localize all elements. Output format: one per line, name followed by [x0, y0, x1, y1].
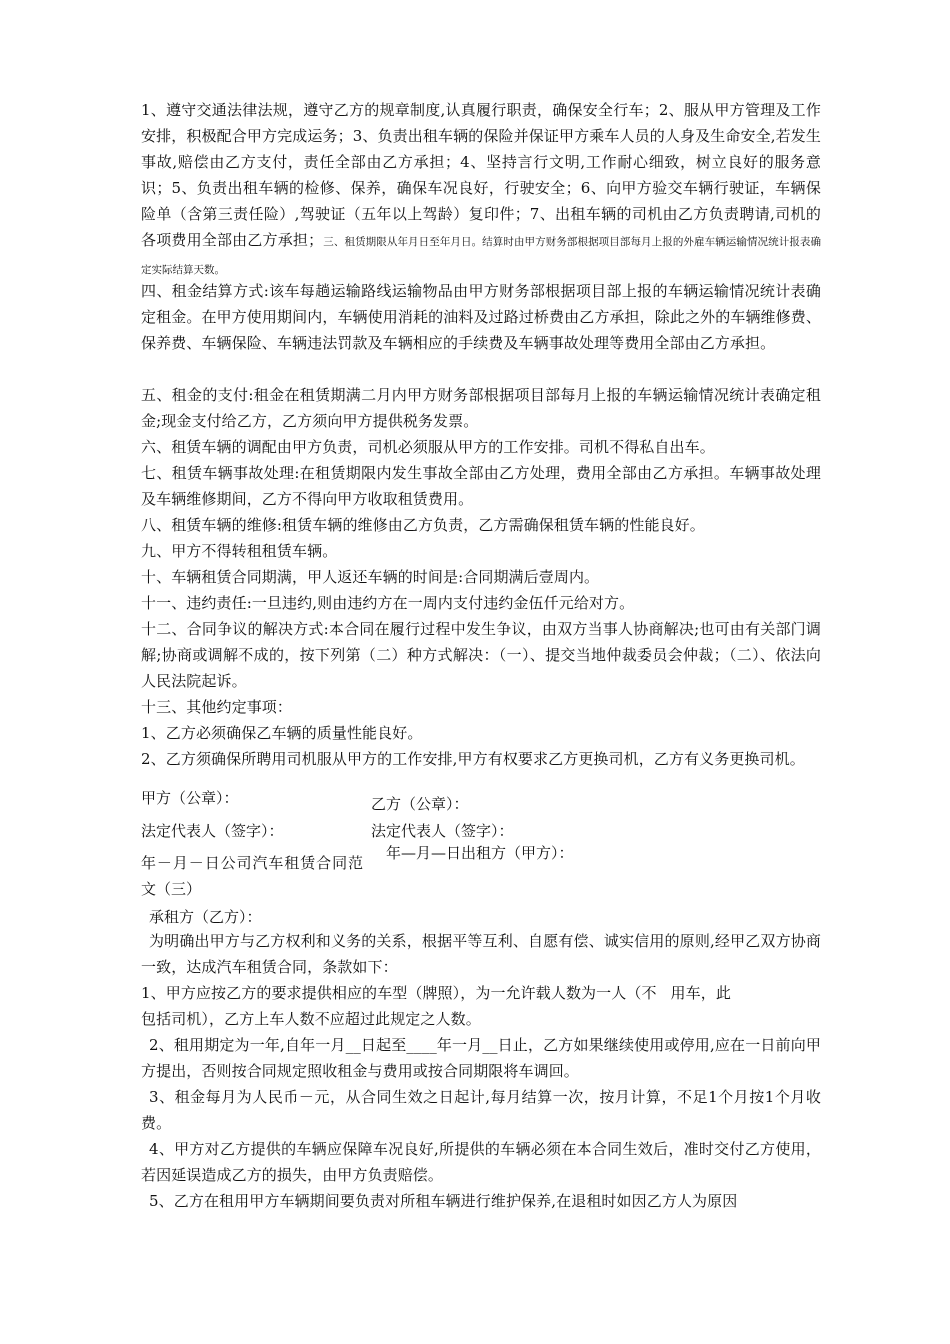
clause-c5: 5、乙方在租用甲方车辆期间要负责对所租车辆进行维护保养,在退租时如因乙方人为原因	[149, 1192, 738, 1210]
party-b-seal: 乙方（公章）：	[371, 795, 469, 813]
clause-c1-line-1	[141, 980, 821, 1006]
lessee-label: 承租方（乙方）：	[149, 908, 262, 926]
clause-obligations	[141, 97, 821, 283]
clause-obligations-text: 1、遵守交通法律法规，遵守乙方的规章制度,认真履行职责，确保安全行车；2、服从甲方管理及工作安排，积极配合甲方完成运务；3、负责出租车辆的保险并保证甲方乘车人员的人身及生命安全,若发生事故,赔偿由乙方支付，责任全部由乙方承担；4、坚持言行文明,工作耐心细致，树立良好的服务意识；5、负责出租车辆的检修、保养，确保车况良好，行驶安全；6、向甲方验交车辆行驶证，车辆保险单（含第三责任险）,驾驶证（五年以上驾龄）复印件；7、出租车辆的司机由乙方负责聘请,司机的各项费用全部由乙方承担；	[141, 101, 821, 249]
clause-c1-part-a: 1、甲方应按乙方的要求提供相应的车型（牌照），为一允许载人数为一人（不	[141, 984, 657, 1002]
clause-5-rent-payment: 五、租金的支付:租金在租赁期满二月内甲方财务部根据项目部每月上报的车辆运输情况统计表确定租金;现金支付给乙方，乙方须向甲方提供税务发票。	[141, 386, 821, 430]
party-a-seal: 甲方（公章）：	[141, 789, 239, 807]
clause-9-sublease: 九、甲方不得转租租赁车辆。	[141, 542, 338, 560]
clause-c1-part-b: 用车，此	[670, 984, 731, 1002]
party-b-representative: 法定代表人（签字）：	[371, 822, 514, 840]
clause-c1-line-2: 包括司机），乙方上车人数不应超过此规定之人数。	[141, 1010, 481, 1028]
clause-8-repair: 八、租赁车辆的维修:租赁车辆的维修由乙方负责，乙方需确保租赁车辆的性能良好。	[141, 516, 705, 534]
clause-c3: 3、租金每月为人民币－元，从合同生效之日起计,每月结算一次，按月计算，不足1个月按1个月收费。	[141, 1088, 821, 1132]
clause-11-breach: 十一、违约责任:一旦违约,则由违约方在一周内支付违约金伍仟元给对方。	[141, 594, 635, 612]
contract-intro: 为明确出甲方与乙方权利和义务的关系，根据平等互利、自愿有偿、诚实信用的原则,经甲乙双方协商一致，达成汽车租赁合同，条款如下：	[141, 932, 821, 976]
clause-7-accident: 七、租赁车辆事故处理:在租赁期限内发生事故全部由乙方处理，费用全部由乙方承担。车辆事故处理及车辆维修期间，乙方不得向甲方收取租赁费用。	[141, 464, 821, 508]
party-a-representative: 法定代表人（签字）：	[141, 822, 284, 840]
clause-13-heading: 十三、其他约定事项：	[141, 698, 293, 716]
clause-c2: 2、租用期定为一年,自年一月__日起至____年一月__日止，乙方如果继续使用或停用,应在一日前向甲方提出，否则按合同规定照收租金与费用或按合同期限将车调回。	[141, 1036, 821, 1080]
clause-4-rent-settlement: 四、租金结算方式:该车每趟运输路线运输物品由甲方财务部根据项目部上报的车辆运输情况统计表确定租金。在甲方使用期间内，车辆使用消耗的油料及过路过桥费由乙方承担，除此之外的车辆维修费、保养费、车辆保险、车辆违法罚款及车辆相应的手续费及车辆事故处理等费用全部由乙方承担。	[141, 282, 821, 352]
clause-10-return: 十、车辆租赁合同期满，甲人返还车辆的时间是:合同期满后壹周内。	[141, 568, 600, 586]
date-and-title-left: 年－月－日公司汽车租赁合同范文（三）	[141, 854, 363, 898]
clause-12-dispute: 十二、合同争议的解决方式:本合同在履行过程中发生争议，由双方当事人协商解决;也可由有关部门调解;协商或调解不成的，按下列第（二）种方式解决：（一）、提交当地仲裁委员会仲裁；（二）、依法向人民法院起诉。	[141, 620, 821, 690]
clause-c4: 4、甲方对乙方提供的车辆应保障车况良好,所提供的车辆必须在本合同生效后，准时交付乙方使用，若因延误造成乙方的损失，由甲方负责赔偿。	[141, 1140, 821, 1184]
date-and-lessor-right: 年—月—日出租方（甲方）：	[386, 844, 574, 862]
clause-13-item-1: 1、乙方必须确保乙车辆的质量性能良好。	[141, 724, 423, 742]
clause-lease-term-small: 三、租赁期限从年月日至年月日。结算时由甲方财务部根据项目部每月上报的外雇车辆运输情况统计报表确定实际结算天数。	[141, 236, 822, 276]
clause-6-dispatch: 六、租赁车辆的调配由甲方负责，司机必须服从甲方的工作安排。司机不得私自出车。	[141, 438, 715, 456]
clause-13-item-2: 2、乙方须确保所聘用司机服从甲方的工作安排,甲方有权要求乙方更换司机，乙方有义务更换司机。	[141, 750, 805, 768]
